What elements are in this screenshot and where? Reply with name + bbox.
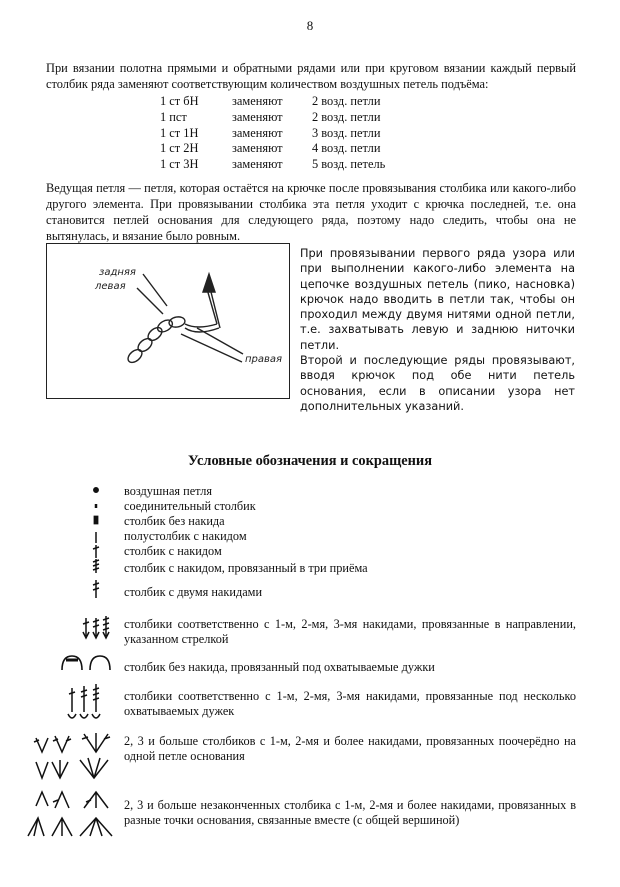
hook-insertion-text: При провязывании первого ряда узора или при выполнении какого-либо элемента на цепочке воздушных петель (пико, насновка) крючок надо вводить в петли так, чтобы он проходил между двумя нитями одной петли, т.е. захватывать левую и заднюю ниточки петли. Второй и последующие ряды провязывают, вводя крючок под обе нити петель основания, если в описании узора нет дополнительных указаний. xyxy=(300,247,575,413)
value-cell: 2 возд. петли xyxy=(312,109,381,124)
legend-item: 2, 3 и больше незаконченных столбика с 1-м, 2-мя и более накидами, провязанных в разные точки основания, связанные вместе (с общей вершиной) xyxy=(124,798,576,828)
value-cell: 3 возд. петли xyxy=(312,125,381,140)
stitch-cell: 1 пст xyxy=(160,109,187,124)
legend-item: соединительный столбик xyxy=(124,499,256,513)
value-cell: 2 возд. петли xyxy=(312,94,381,108)
legend-item: столбик без накида, провязанный под охватываемые дужки xyxy=(124,660,435,674)
single-crochet-icon xyxy=(94,516,98,524)
legend-title: Условные обозначения и сокращения xyxy=(187,453,432,469)
value-cell: 4 возд. петли xyxy=(312,141,381,156)
verb-cell: заменяют xyxy=(232,141,283,156)
label-back: задняя xyxy=(99,267,136,278)
fan-stitches-icon xyxy=(34,733,110,778)
legend-item: 2, 3 и больше столбиков с 1-м, 2-мя и более накидами, провязанных поочерёдно на одной петле основания xyxy=(124,734,576,764)
cluster-stitches-icon xyxy=(28,792,112,836)
label-right: правая xyxy=(245,354,283,365)
stitch-cell: 1 ст бН xyxy=(160,94,199,108)
stitches-under-arcs-icon xyxy=(68,684,100,718)
value-cell: 5 возд. петель xyxy=(312,157,386,172)
legend-item: столбик с накидом xyxy=(124,544,222,558)
legend-item: столбики соответственно с 1-м, 2-мя, 3-мя накидами, провязанные под несколько охватываемых дужек xyxy=(124,689,576,719)
legend-item: столбик без накида xyxy=(124,514,225,528)
legend-item: столбик с накидом, провязанный в три приёма xyxy=(124,561,368,575)
directional-stitches-icon xyxy=(83,616,109,638)
legend-item: воздушная петля xyxy=(124,484,213,498)
stitch-cell: 1 ст 2Н xyxy=(160,141,199,156)
intro-paragraph: При вязании полотна прямыми и обратными рядами или при круговом вязании каждый первый столбик ряда заменяют соответствующим количеством воздушных петель подъёма: xyxy=(46,61,576,91)
label-left: левая xyxy=(95,281,126,292)
sc-under-arcs-icon xyxy=(62,656,110,670)
double-crochet-icon xyxy=(93,545,99,558)
treble-crochet-icon xyxy=(93,580,99,598)
verb-cell: заменяют xyxy=(232,157,283,172)
legend-item: столбики соответственно с 1-м, 2-мя, 3-мя накидами, провязанные в направлении, указанном стрелкой xyxy=(124,617,576,647)
legend-item: полустолбик с накидом xyxy=(124,529,247,543)
verb-cell: заменяют xyxy=(232,109,283,124)
stitch-cell: 1 ст 1Н xyxy=(160,125,199,140)
stitch-cell: 1 ст 3Н xyxy=(160,157,199,172)
verb-cell: заменяют xyxy=(232,125,283,140)
chain-stitch-icon xyxy=(94,488,98,492)
page-number: 8 xyxy=(306,18,314,33)
legend-item: столбик с двумя накидами xyxy=(124,585,263,599)
verb-cell: заменяют xyxy=(232,94,283,108)
leading-loop-paragraph: Ведущая петля — петля, которая остаётся на крючке после провязывания столбика или какого-либо другого элемента. При провязывании столбика эта петля уходит с крючка последней, т.е. она становится петлей основания для следующего ряда, поэтому надо следить, чтобы она не вытянулась, и вязание было ровным. xyxy=(46,181,576,243)
dc-three-steps-icon xyxy=(93,559,99,573)
